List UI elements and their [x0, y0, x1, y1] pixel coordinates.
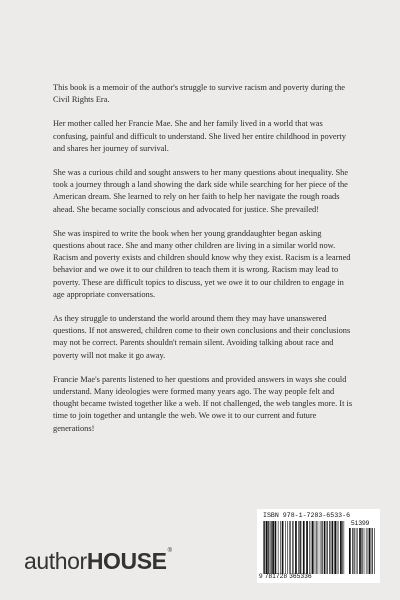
barcode-bar — [356, 528, 357, 574]
barcode-bar — [340, 521, 342, 574]
barcode-bar — [320, 521, 321, 574]
isbn-label: ISBN 978-1-7283-6533-6 — [263, 512, 351, 519]
barcode-bar — [342, 521, 343, 574]
barcode-bar — [295, 521, 297, 574]
barcode-bar — [334, 521, 336, 574]
blurb-paragraph-3: She was a curious child and sought answers to her many questions about inequality. She took a journey through a land showing the dark side while searching for her piece of the American dream. She learned to rely on her faith to help her navigate the rough roads ahead. She became socially conscious and advocated for justice. She prevailed! — [53, 168, 349, 214]
barcode-bar — [271, 521, 272, 574]
isbn-barcode — [257, 509, 380, 583]
barcode-bar — [309, 521, 310, 574]
barcode-bar — [290, 521, 291, 574]
price-code: 51399 — [351, 520, 370, 527]
barcode-bar — [287, 521, 288, 574]
barcode-bar — [357, 528, 358, 574]
barcode-bar — [368, 528, 369, 574]
barcode-bar — [318, 521, 319, 574]
barcode-bar — [337, 521, 338, 574]
barcode-bar — [374, 528, 375, 574]
blurb-paragraph-2: Her mother called her Francie Mae. She and her family lived in a world that was confusing, painful and difficult to understand. She lived her entire childhood in poverty and shares her journey of survival. — [53, 119, 346, 153]
barcode-bar — [264, 521, 265, 574]
blurb-paragraph-6: Francie Mae's parents listened to her questions and provided answers in ways she could understand. Many ideologies were formed many years ago. The way people felt and thought became twisted together like a web. If not challenged, the web tangles more. It is time to join together and untangle the web. We owe it to our current and future generations! — [53, 374, 353, 433]
barcode-bar — [275, 521, 277, 574]
registered-mark: ® — [167, 548, 172, 554]
barcode-bar — [278, 521, 279, 574]
barcode-bar — [372, 528, 373, 574]
publisher-logo — [24, 548, 172, 575]
barcode-bar — [349, 528, 351, 574]
blurb-paragraph-5: As they struggle to understand the world around them they may have unanswered questions. If not answered, children come to their own conclusions and their conclusions may not be correct. Parents shouldn't remain silent. Avoiding talking about race and poverty will not make it go away. — [53, 314, 351, 360]
barcode-bar — [312, 521, 314, 574]
blurb-paragraph-4: She was inspired to write the book when her young granddaughter began asking questions about race. She and many other children are living in a similar world now. Racism and poverty exists and children should know why they exist. Racism is a learned behavior and we owe it to our children to teach them it is wrong. Racism may lead to poverty. These are difficult topics to discuss, yet we owe it to our children to engage in age appropriate conversations. — [53, 228, 351, 299]
barcode-bar — [300, 521, 301, 574]
barcode-bar — [272, 521, 274, 574]
barcode-bar — [289, 521, 290, 574]
barcode-bar — [364, 528, 365, 574]
barcode-bar — [316, 521, 317, 574]
addon-barcode-bars — [349, 528, 375, 574]
barcode-bar — [282, 521, 284, 574]
barcode-bar — [263, 521, 264, 574]
barcode-bar — [369, 528, 371, 574]
barcode-bar — [329, 521, 330, 574]
barcode-bar — [322, 521, 323, 574]
barcode-bar — [268, 521, 269, 574]
barcode-bar — [266, 521, 268, 574]
barcode-bar — [361, 528, 362, 574]
barcode-bar — [324, 521, 326, 574]
ean13-barcode-bars — [263, 521, 345, 574]
barcode-bar — [298, 521, 299, 574]
barcode-bar — [332, 521, 334, 574]
barcode-bar — [311, 521, 312, 574]
barcode-bar — [303, 521, 305, 574]
blurb-paragraph-1: This book is a memoir of the author's struggle to survive racism and poverty during the Civil Rights Era. — [53, 83, 346, 105]
barcode-bar — [366, 528, 367, 574]
publisher-logo-part1: author — [24, 548, 87, 574]
barcode-bar — [292, 521, 293, 574]
barcode-bar — [338, 521, 339, 574]
barcode-bar — [344, 521, 345, 574]
barcode-bar — [354, 528, 355, 574]
barcode-bar — [327, 521, 328, 574]
back-cover-blurb — [53, 82, 353, 447]
barcode-bar — [352, 528, 353, 574]
barcode-digits: 9 781728 365336 — [259, 573, 312, 580]
barcode-bar — [359, 528, 361, 574]
barcode-bar — [306, 521, 308, 574]
barcode-bar — [315, 521, 316, 574]
barcode-bar — [280, 521, 281, 574]
barcode-bar — [285, 521, 286, 574]
publisher-logo-part2: HOUSE — [86, 548, 167, 574]
